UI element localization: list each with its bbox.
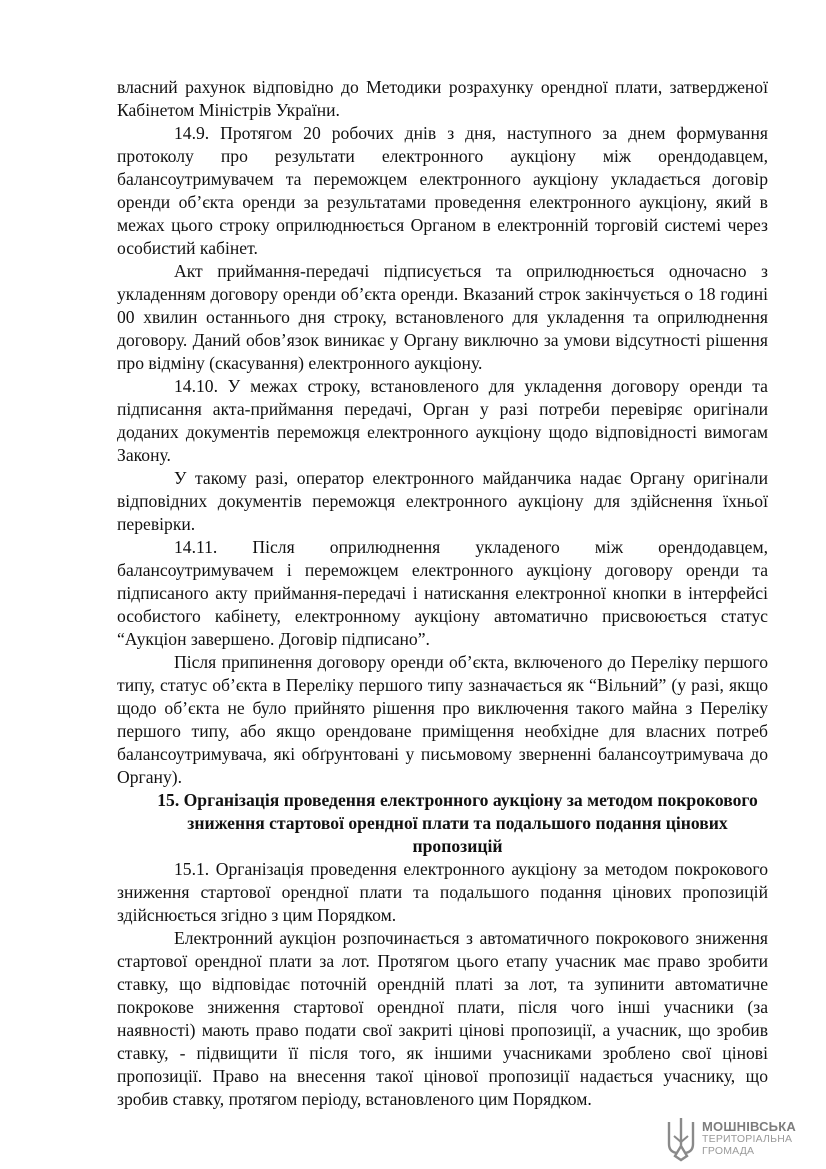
paragraph-auction-start: Електронний аукціон розпочинається з автоматичного покрокового зниження стартової орендної плати за лот. Протягом цього етапу учасник має право зробити ставку, що відповідає поточній орендній платі за лот, та зупинити автоматичне покрокове зниження стартової орендної плати, після чого інші учасники (за наявності) мають право подати свої закриті цінові пропозиції, а учасник, що зробив ставку, - підвищити її після того, як іншими учасниками зроблено свої цінові пропозиції. Право на внесення такої цінової пропозиції надається учаснику, що зробив ставку, протягом періоду, встановленого цим Порядком. xyxy=(117,928,768,1109)
section-15-heading: 15. Організація проведення електронного аукціону за методом покрокового зниження стартової орендної плати та подальшого подання цінових пропозицій xyxy=(157,790,758,856)
paragraph-14-10: 14.10. У межах строку, встановленого для укладення договору оренди та підписання акта-приймання передачі, Орган у разі потреби перевіряє оригінали доданих документів переможця електронного аукціону щодо відповідності вимогам Закону. xyxy=(117,376,768,465)
logo-subtitle-2: ГРОМАДА xyxy=(702,1145,755,1157)
paragraph-14-9: 14.9. Протягом 20 робочих днів з дня, наступного за днем формування протоколу про результати електронного аукціону між орендодавцем, балансоутримувачем та переможцем електронного аукціону укладається договір оренди об’єкта оренди за результатами проведення електронного аукціону, який в межах цього строку оприлюднюється Органом в електронній торговій системі через особистий кабінет. xyxy=(117,123,768,258)
paragraph-act-transfer: Акт приймання-передачі підписується та оприлюднюється одночасно з укладенням договору оренди об’єкта оренди. Вказаний строк закінчується о 18 годині 00 хвилин останнього дня строку, встановленого для укладення та оприлюднення договору. Даний обов’язок виникає у Органу виключно за умови відсутності рішення про відміну (скасування) електронного аукціону. xyxy=(117,261,768,373)
trident-icon xyxy=(666,1116,696,1162)
logo-subtitle-1: ТЕРИТОРІАЛЬНА xyxy=(702,1133,793,1145)
document-page xyxy=(117,76,768,1111)
paragraph-continuation: власний рахунок відповідно до Методики розрахунку орендної плати, затвердженої Кабінетом Міністрів України. xyxy=(117,77,768,120)
paragraph-14-11: 14.11. Після оприлюднення укладеного між орендодавцем, балансоутримувачем і переможцем електронного аукціону договору оренди та підписаного акту приймання-передачі і натискання електронної кнопки в інтерфейсі особистого кабінету, електронному аукціону автоматично присвоюється статус “Аукціон завершено. Договір підписано”. xyxy=(117,537,768,649)
paragraph-operator: У такому разі, оператор електронного майданчика надає Органу оригінали відповідних документів переможця електронного аукціону для здійснення їхньої перевірки. xyxy=(117,468,768,534)
logo-title: МОШНІВСЬКА xyxy=(702,1119,796,1134)
paragraph-termination: Після припинення договору оренди об’єкта, включеного до Переліку першого типу, статус об’єкта в Переліку першого типу зазначається як “Вільний” (у разі, якщо щодо об’єкта не було прийнято рішення про виключення такого майна з Переліку першого типу, або якщо орендоване приміщення необхідне для власних потреб балансоутримувача, які обґрунтовані у письмовому зверненні балансоутримувача до Органу). xyxy=(117,652,768,787)
paragraph-15-1: 15.1. Організація проведення електронного аукціону за методом покрокового зниження стартової орендної плати та подальшого подання цінових пропозицій здійснюється згідно з цим Порядком. xyxy=(117,859,768,925)
community-logo xyxy=(666,1114,811,1164)
